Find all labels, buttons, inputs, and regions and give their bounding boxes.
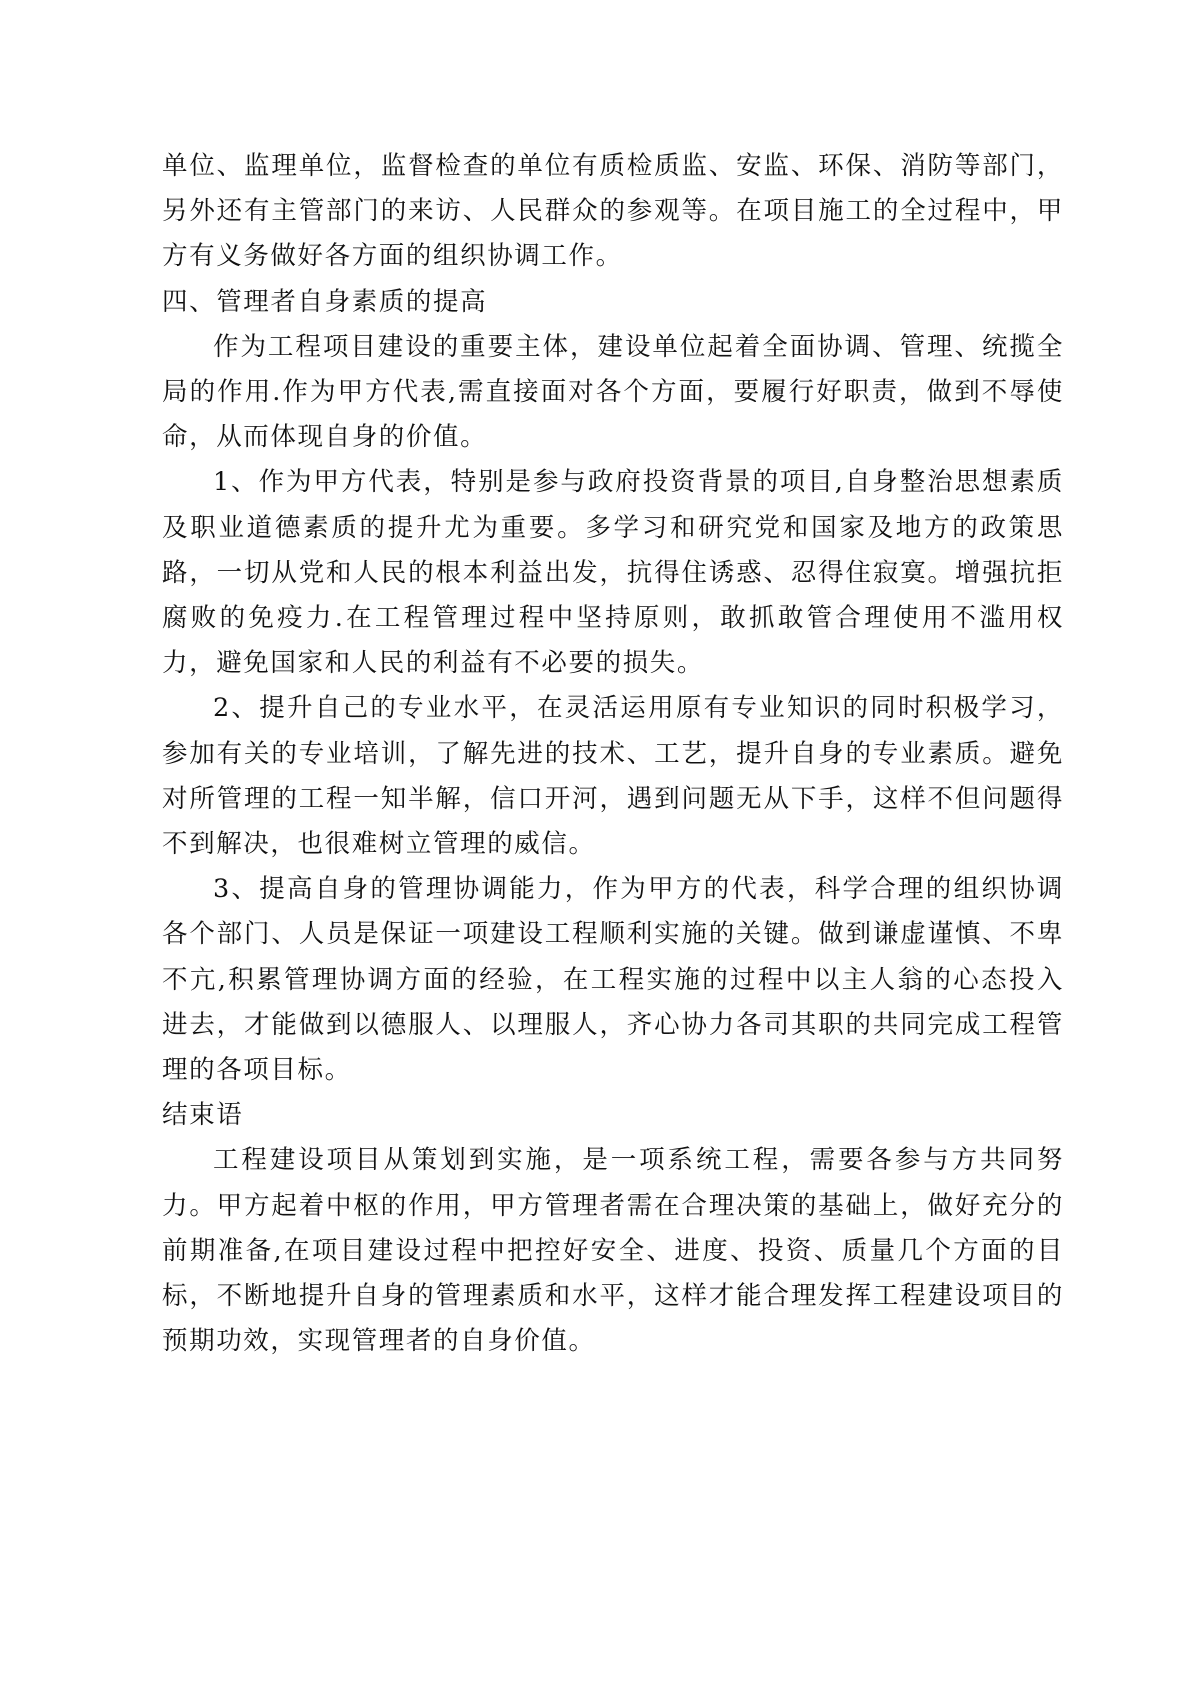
conclusion-body: 工程建设项目从策划到实施，是一项系统工程，需要各参与方共同努力。甲方起着中枢的作用，甲方管理者需在合理决策的基础上，做好充分的前期准备,在项目建设过程中把控好安全、进度、投资、质量几个方面的目标，不断地提升自身的管理素质和水平，这样才能合理发挥工程建设项目的预期功效，实现管理者的自身价值。 xyxy=(162,1145,1064,1357)
conclusion-heading: 结束语 xyxy=(162,1100,244,1131)
document-body xyxy=(162,144,1064,1364)
section-four-point-1: 1、作为甲方代表，特别是参与政府投资背景的项目,自身整治思想素质及职业道德素质的提升尤为重要。多学习和研究党和国家及地方的政策思路，一切从党和人民的根本利益出发，抗得住诱惑、忍得住寂寞。增强抗拒腐败的免疫力.在工程管理过程中坚持原则，敢抓敢管合理使用不滥用权力，避免国家和人民的利益有不必要的损失。 xyxy=(162,467,1064,679)
section-four-heading: 四、管理者自身素质的提高 xyxy=(162,286,488,317)
section-four-point-2: 2、提升自己的专业水平，在灵活运用原有专业知识的同时积极学习，参加有关的专业培训，了解先进的技术、工艺，提升自身的专业素质。避免对所管理的工程一知半解，信口开河，遇到问题无从下手，这样不但问题得不到解决，也很难树立管理的威信。 xyxy=(162,693,1064,860)
section-four-intro: 作为工程项目建设的重要主体，建设单位起着全面协调、管理、统揽全局的作用.作为甲方代表,需直接面对各个方面，要履行好职责，做到不辱使命，从而体现自身的价值。 xyxy=(162,331,1064,453)
section-four-point-3: 3、提高自身的管理协调能力，作为甲方的代表，科学合理的组织协调各个部门、人员是保证一项建设工程顺利实施的关键。做到谦虚谨慎、不卑不亢,积累管理协调方面的经验，在工程实施的过程中以主人翁的心态投入进去，才能做到以德服人、以理服人，齐心协力各司其职的共同完成工程管理的各项目标。 xyxy=(162,874,1064,1086)
continuation-paragraph: 单位、监理单位，监督检查的单位有质检质监、安监、环保、消防等部门，另外还有主管部门的来访、人民群众的参观等。在项目施工的全过程中，甲方有义务做好各方面的组织协调工作。 xyxy=(162,151,1064,272)
